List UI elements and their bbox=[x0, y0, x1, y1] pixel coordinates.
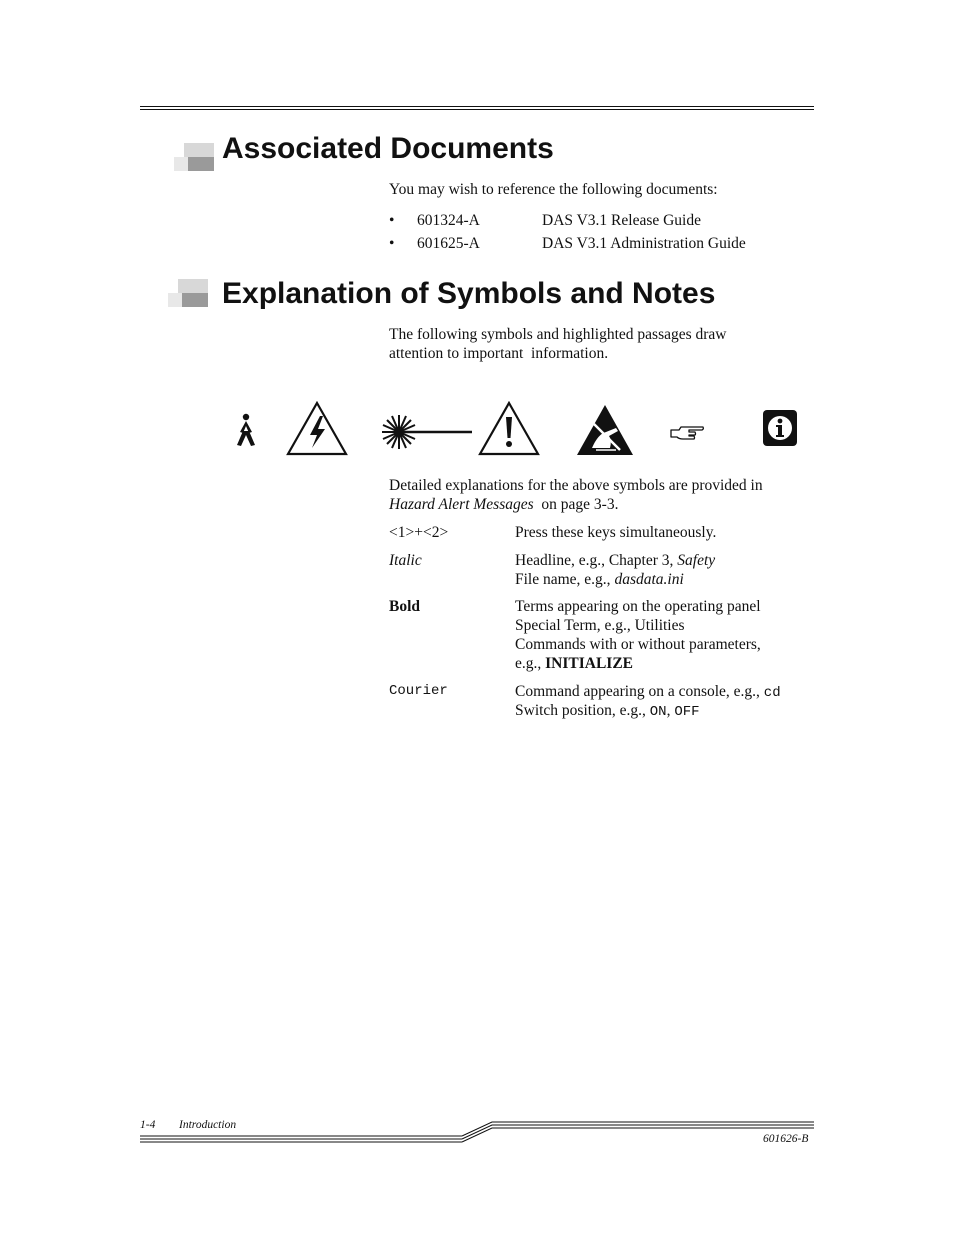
convention-row-courier bbox=[389, 682, 819, 722]
information-icon bbox=[762, 409, 798, 447]
bullet: • bbox=[389, 212, 395, 229]
footer-chapter: Introduction bbox=[179, 1119, 237, 1131]
bold-line2: Special Term, e.g., Utilities bbox=[515, 617, 685, 634]
symbols-intro bbox=[389, 325, 727, 363]
section-heading-associated-documents: Associated Documents bbox=[222, 132, 554, 165]
bold-line4-text: e.g., bbox=[515, 655, 546, 672]
bold-line1: Terms appearing on the operating panel bbox=[515, 598, 761, 615]
courier-line2-text: Switch position, e.g., bbox=[515, 702, 650, 719]
document-title: DAS V3.1 Administration Guide bbox=[542, 235, 746, 252]
courier-line1-example: cd bbox=[763, 685, 781, 701]
section-marker-icon bbox=[168, 279, 208, 307]
convention-desc bbox=[515, 597, 761, 673]
convention-term: Italic bbox=[389, 552, 422, 569]
laser-icon bbox=[382, 413, 474, 451]
convention-row-keys bbox=[389, 523, 819, 545]
list-item bbox=[389, 234, 809, 257]
convention-term: Bold bbox=[389, 598, 421, 615]
page-reference: on page 3-3. bbox=[533, 496, 619, 513]
associated-intro: You may wish to reference the following documents: bbox=[389, 181, 718, 198]
italic-line1-example: Safety bbox=[677, 552, 716, 569]
convention-term: Courier bbox=[389, 683, 448, 699]
convention-row-bold bbox=[389, 597, 819, 675]
section-marker-icon bbox=[174, 143, 214, 171]
convention-row-italic bbox=[389, 551, 819, 591]
courier-line1-text: Command appearing on a console, e.g., bbox=[515, 683, 764, 700]
document-number: 601625-A bbox=[417, 235, 480, 252]
symbols-intro-line1: The following symbols and highlighted passages draw bbox=[389, 326, 727, 343]
symbols-details-line1: Detailed explanations for the above symbols are provided in bbox=[389, 477, 763, 494]
pointing-hand-icon bbox=[669, 424, 705, 442]
document-number: 601324-A bbox=[417, 212, 480, 229]
convention-desc bbox=[515, 682, 781, 720]
header-rule bbox=[140, 106, 814, 111]
bold-line3: Commands with or without parameters, bbox=[515, 636, 761, 653]
footer-rule bbox=[140, 1118, 816, 1146]
symbols-details bbox=[389, 476, 763, 514]
convention-desc: Press these keys simultaneously. bbox=[515, 524, 717, 541]
italic-line1-text: Headline, e.g., Chapter 3, bbox=[515, 552, 678, 569]
courier-off-example: OFF bbox=[674, 704, 700, 720]
courier-separator: , bbox=[666, 702, 675, 719]
footer-doc-number: 601626-B bbox=[763, 1133, 809, 1145]
electrostatic-icon bbox=[576, 404, 634, 456]
caution-icon bbox=[478, 401, 540, 456]
bullet: • bbox=[389, 235, 395, 252]
electrical-hazard-icon bbox=[286, 401, 348, 456]
italic-line2-text: File name, e.g., bbox=[515, 571, 615, 588]
document-list bbox=[389, 211, 809, 257]
bold-line4-example: INITIALIZE bbox=[545, 655, 634, 672]
italic-line2-example: dasdata.ini bbox=[614, 571, 684, 588]
hazard-alert-reference: Hazard Alert Messages bbox=[389, 496, 534, 513]
convention-term: <1>+<2> bbox=[389, 524, 449, 541]
footer-page-number: 1-4 bbox=[140, 1119, 156, 1131]
convention-desc bbox=[515, 551, 715, 589]
list-item bbox=[389, 211, 809, 234]
courier-on-example: ON bbox=[649, 704, 667, 720]
symbols-intro-line2: attention to important information. bbox=[389, 345, 609, 362]
section-heading-symbols: Explanation of Symbols and Notes bbox=[222, 277, 716, 310]
body-part-icon bbox=[233, 413, 259, 447]
document-title: DAS V3.1 Release Guide bbox=[542, 212, 701, 229]
